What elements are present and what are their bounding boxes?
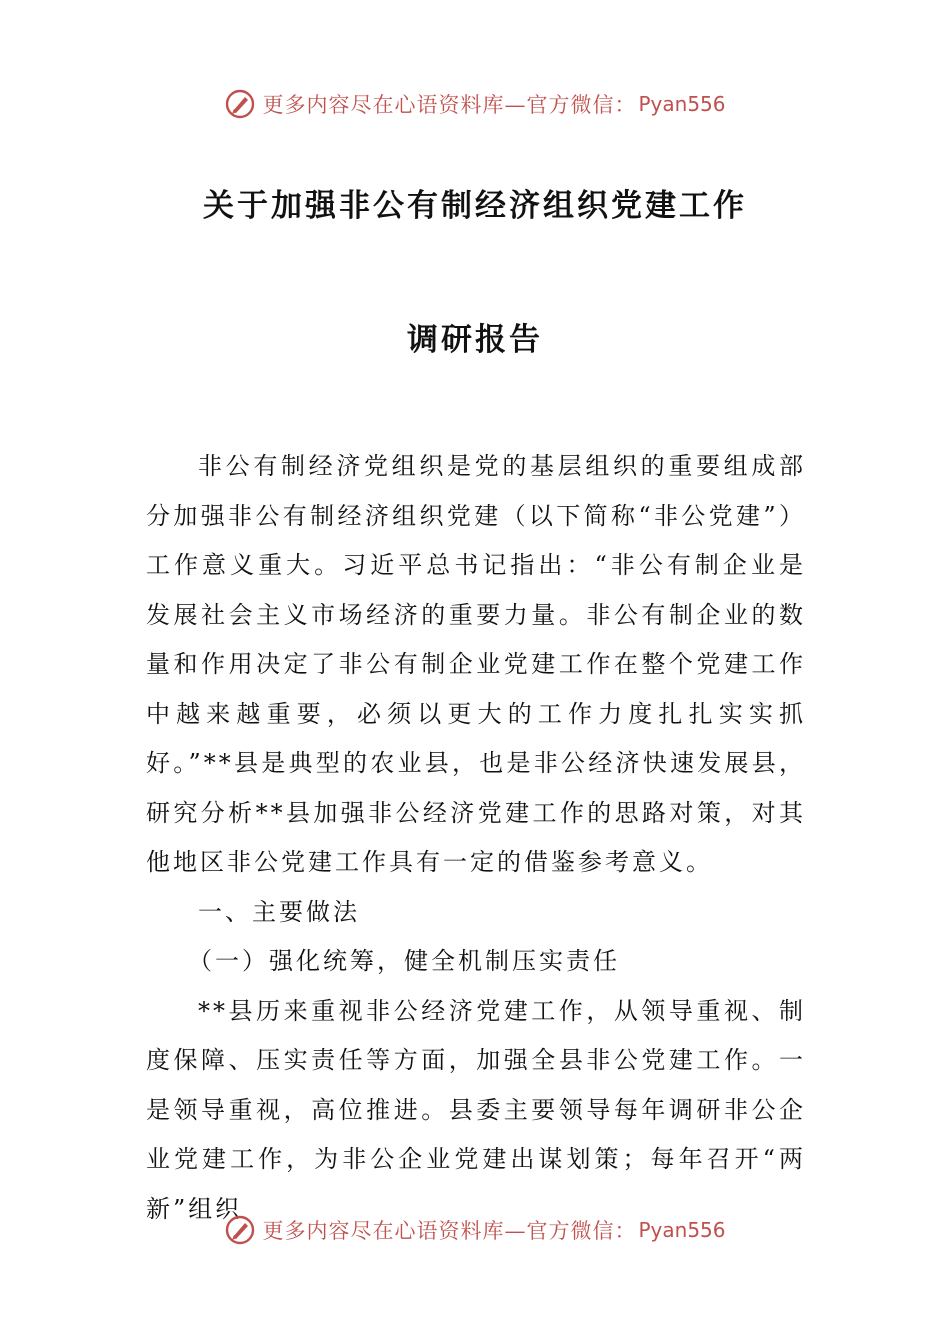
pen-logo-icon <box>224 1214 256 1246</box>
watermark-banner-top <box>0 84 950 124</box>
document-body <box>146 442 806 1234</box>
banner-text: 更多内容尽在心语资料库—官方微信： <box>262 1219 637 1243</box>
banner-text: 更多内容尽在心语资料库—官方微信： <box>262 93 637 117</box>
banner-wechat-id: Pyan556 <box>638 1218 726 1242</box>
paragraph-practice: **县历来重视非公经济党建工作，从领导重视、制度保障、压实责任等方面，加强全县非公党建工作。一是领导重视，高位推进。县委主要领导每年调研非公企业党建工作，为非公企业党建出谋划策；每年召开“两新”组织 <box>146 996 806 1223</box>
subsection-heading: （一）强化统筹，健全机制压实责任 <box>188 947 620 975</box>
pen-logo-icon <box>224 88 256 120</box>
section-heading: 一、主要做法 <box>198 897 360 926</box>
paragraph-intro: 非公有制经济党组织是党的基层组织的重要组成部分加强非公有制经济组织党建（以下简称“非公党建”）工作意义重大。习近平总书记指出：“非公有制企业是发展社会主义市场经济的重要力量。非公有制企业的数量和作用决定了非公有制企业党建工作在整个党建工作中越来越重要，必须以更大的工作力度扎扎实实抓好。”**县是典型的农业县，也是非公经济快速发展县，研究分析**县加强非公经济党建工作的思路对策，对其他地区非公党建工作具有一定的借鉴参考意义。 <box>146 452 806 876</box>
document-subtitle: 调研报告 <box>407 322 543 358</box>
document-title: 关于加强非公有制经济组织党建工作 <box>203 188 747 224</box>
watermark-banner-bottom <box>0 1210 950 1250</box>
banner-wechat-id: Pyan556 <box>638 92 726 116</box>
